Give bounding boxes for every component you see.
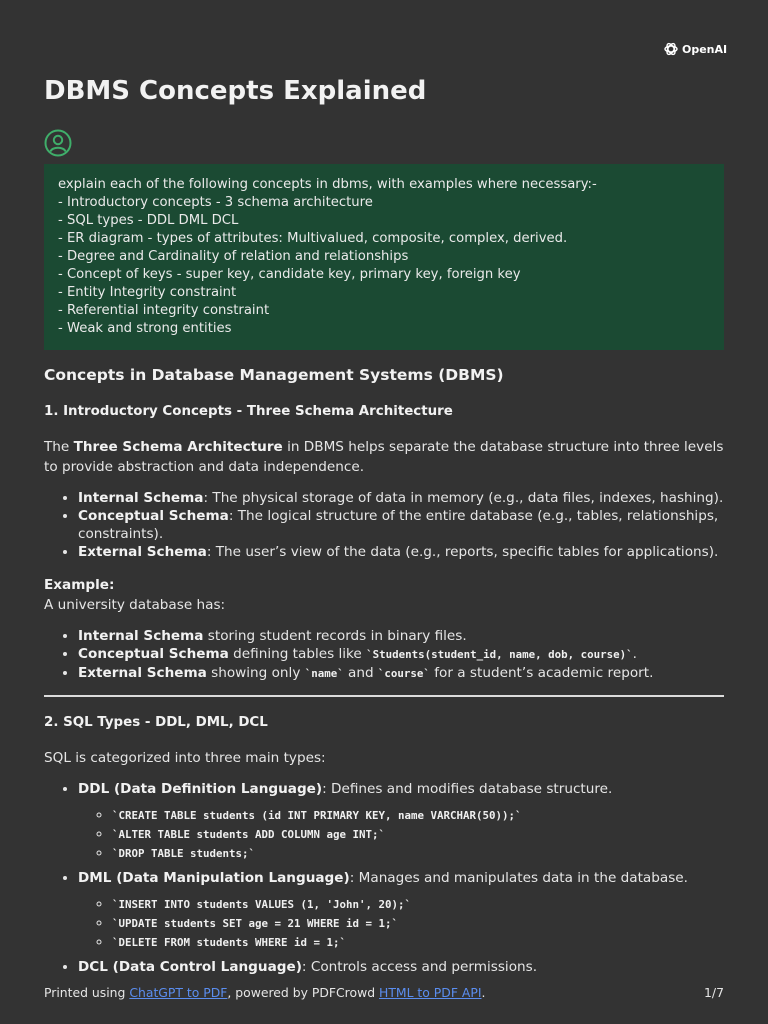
bold-term: Three Schema Architecture [73, 439, 283, 455]
text: : Controls access and permissions. [301, 959, 538, 975]
section-2-intro: SQL is categorized into three main types: [44, 750, 326, 766]
openai-logo-icon [663, 41, 679, 57]
text: The [44, 439, 74, 455]
bold-term: DML (Data Manipulation Language) [78, 870, 350, 886]
code-item [112, 895, 724, 914]
prompt-line: explain each of the following concepts in dbms, with examples where necessary:- [58, 177, 597, 192]
example-label: Example: [44, 577, 115, 593]
text: : Manages and manipulates data in the database. [349, 870, 688, 886]
prompt-line: - Weak and strong entities [58, 321, 232, 336]
html-to-pdf-api-link[interactable]: HTML to PDF API [379, 985, 482, 1000]
openai-brand [663, 41, 727, 57]
text: : The physical storage of data in memory (e.g., data files, indexes, hashing). [203, 490, 724, 506]
inline-code: `DROP TABLE students;` [112, 847, 256, 860]
section-2-heading: 2. SQL Types - DDL, DML, DCL [44, 715, 268, 730]
bold-term: Conceptual Schema [78, 646, 229, 662]
list-item [78, 869, 724, 952]
prompt-line: - Entity Integrity constraint [58, 285, 237, 300]
list-item [78, 543, 724, 561]
list-item [78, 958, 724, 976]
list-item [78, 780, 724, 863]
bold-term: DCL (Data Control Language) [78, 959, 302, 975]
inline-code: `CREATE TABLE students (id INT PRIMARY KEY, name VARCHAR(50));` [112, 809, 522, 822]
list-item [78, 489, 724, 507]
page-number: 1/7 [704, 985, 724, 1000]
text: . [481, 985, 486, 1000]
code-item [112, 825, 724, 844]
user-avatar-icon [44, 129, 72, 157]
inline-code: `INSERT INTO students VALUES (1, 'John', 20);` [112, 898, 412, 911]
text: for a student’s academic report. [429, 665, 654, 681]
user-prompt [44, 164, 724, 350]
text: : The logical structure of the entire database (e.g., tables, relationships, constraints). [78, 508, 719, 542]
text: in DBMS helps separate the database structure into three levels to provide abstraction and data independence. [44, 439, 724, 475]
text: : The user’s view of the data (e.g., reports, specific tables for applications). [206, 544, 719, 560]
text: storing student records in binary files. [203, 628, 467, 644]
section-1-heading: 1. Introductory Concepts - Three Schema Architecture [44, 404, 453, 419]
section-1-intro [44, 437, 724, 477]
page-title: DBMS Concepts Explained [44, 76, 427, 106]
inline-code: `UPDATE students SET age = 21 WHERE id = 1;` [112, 917, 399, 930]
prompt-line: - Introductory concepts - 3 schema architecture [58, 195, 373, 210]
example-list [44, 627, 724, 683]
inline-code: `DELETE FROM students WHERE id = 1;` [112, 936, 347, 949]
footer-credit [44, 985, 485, 1000]
answer-heading: Concepts in Database Management Systems (DBMS) [44, 366, 504, 384]
text: defining tables like [228, 646, 367, 662]
brand-name: OpenAI [682, 42, 728, 56]
prompt-line: - ER diagram - types of attributes: Multivalued, composite, complex, derived. [58, 231, 568, 246]
list-item [78, 627, 724, 645]
text: . [632, 646, 637, 662]
inline-code: `name` [304, 667, 344, 680]
code-item [112, 914, 724, 933]
text: Printed using [44, 985, 130, 1000]
text: and [343, 665, 378, 681]
sql-types-list [44, 780, 724, 976]
prompt-line: - Concept of keys - super key, candidate key, primary key, foreign key [58, 267, 521, 282]
bold-term: Conceptual Schema [78, 508, 229, 524]
page-footer [44, 985, 724, 1000]
text: , powered by PDFCrowd [227, 985, 380, 1000]
bold-term: External Schema [78, 544, 207, 560]
prompt-line: - SQL types - DDL DML DCL [58, 213, 239, 228]
schema-levels-list [44, 489, 724, 561]
example-text: A university database has: [44, 597, 226, 613]
bold-term: Internal Schema [78, 628, 204, 644]
chatgpt-to-pdf-link[interactable]: ChatGPT to PDF [129, 985, 228, 1000]
inline-code: `course` [377, 667, 430, 680]
prompt-line: - Degree and Cardinality of relation and relationships [58, 249, 409, 264]
code-item [112, 806, 724, 825]
list-item [78, 664, 724, 683]
ddl-examples [78, 806, 724, 863]
section-divider [44, 695, 724, 697]
text: : Defines and modifies database structure. [322, 781, 613, 797]
bold-term: External Schema [78, 665, 207, 681]
inline-code: `Students(student_id, name, dob, course)` [366, 648, 633, 661]
list-item [78, 507, 724, 543]
bold-term: DDL (Data Definition Language) [78, 781, 323, 797]
code-item [112, 844, 724, 863]
list-item [78, 645, 724, 664]
dml-examples [78, 895, 724, 952]
text: showing only [206, 665, 305, 681]
bold-term: Internal Schema [78, 490, 204, 506]
code-item [112, 933, 724, 952]
inline-code: `ALTER TABLE students ADD COLUMN age INT;` [112, 828, 386, 841]
assistant-answer [44, 364, 724, 976]
prompt-line: - Referential integrity constraint [58, 303, 270, 318]
